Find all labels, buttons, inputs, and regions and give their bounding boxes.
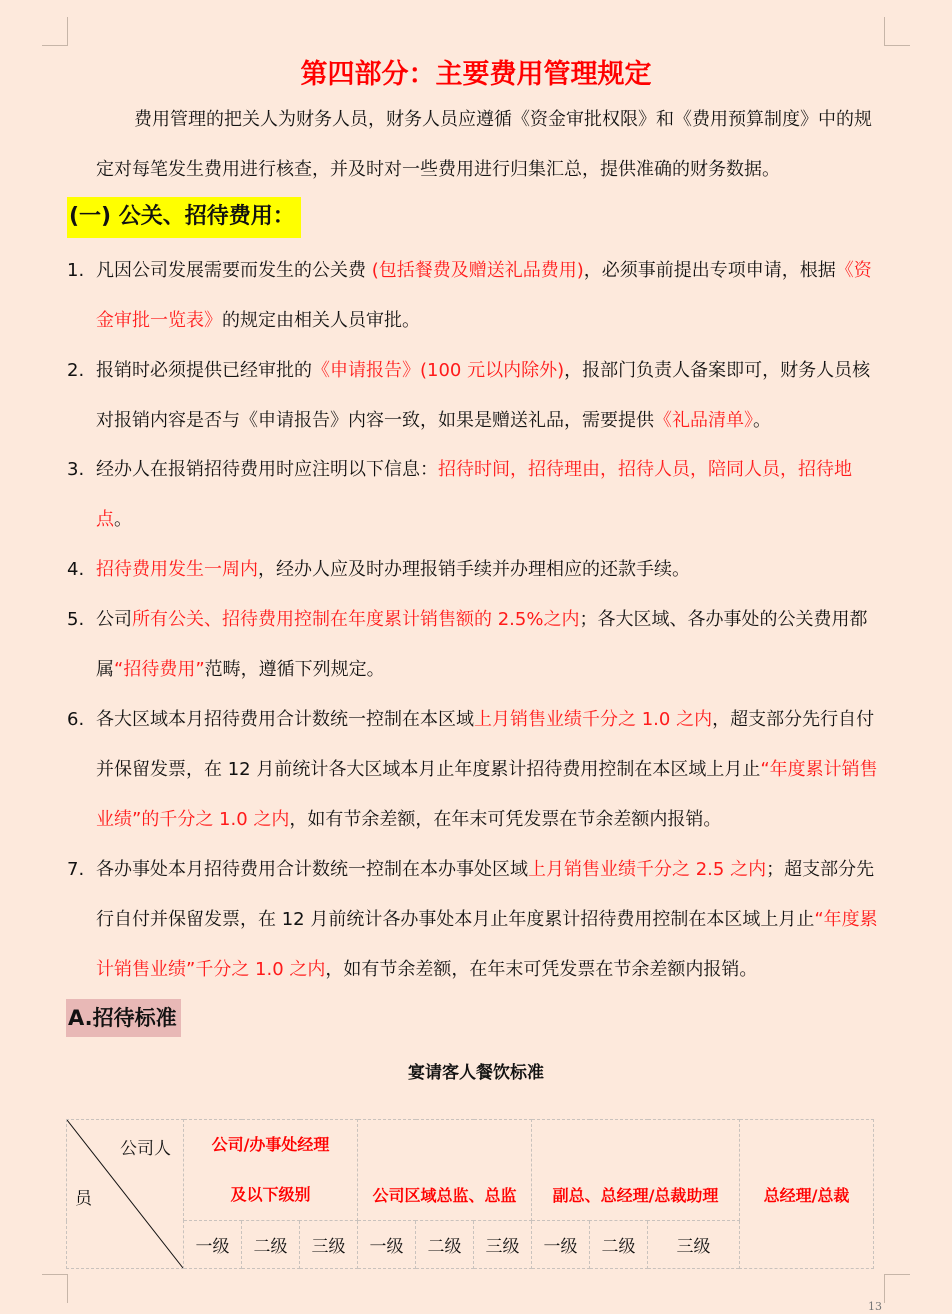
page-number: 13 — [868, 1300, 882, 1313]
intro-paragraph: 费用管理的把关人为财务人员，财务人员应遵循《资金审批权限》和《费用预算制度》中的规定对每笔发生费用进行核查，并及时对一些费用进行归集汇总，提供准确的财务数据。 — [96, 109, 872, 180]
level-cell: 三级 — [648, 1221, 740, 1269]
item-number: 1. — [67, 260, 85, 281]
level-cell: 三级 — [300, 1221, 358, 1269]
corner-label-top: 公司人 — [120, 1139, 171, 1159]
level-cell: 二级 — [242, 1221, 300, 1269]
group-header-director: 公司区域总监、总监 — [358, 1120, 532, 1221]
item-number: 3. — [67, 459, 85, 480]
group-header-ceo: 总经理/总裁 — [740, 1120, 874, 1269]
group-header-vp: 副总、总经理/总裁助理 — [532, 1120, 740, 1221]
item-number: 2. — [67, 360, 85, 381]
level-cell: 一级 — [358, 1221, 416, 1269]
level-cell: 一级 — [532, 1221, 590, 1269]
item-number: 6. — [67, 709, 85, 730]
list-item: 7. 各办事处本月招待费用合计数统一控制在本办事处区域上月销售业绩千分之 2.5 之内；超支部分先行自付并保留发票，在 12 月前统计各办事处本月止年度累计招待费用控制在本区域上月止“年度累计销售业绩”千分之 1.0 之内，如有节余差额，在年末可凭发票在节余差额内报销。 — [67, 845, 887, 995]
level-cell: 三级 — [474, 1221, 532, 1269]
level-cell: 二级 — [590, 1221, 648, 1269]
section-heading: (一) 公关、招待费用： — [67, 197, 301, 238]
group-header-manager: 公司/办事处经理 及以下级别 — [184, 1120, 358, 1221]
list-item: 5. 公司所有公关、招待费用控制在年度累计销售额的 2.5%之内；各大区域、各办事处的公关费用都属“招待费用”范畴，遵循下列规定。 — [67, 595, 887, 695]
crop-mark-top-left — [42, 17, 68, 46]
list-item: 6. 各大区域本月招待费用合计数统一控制在本区域上月销售业绩千分之 1.0 之内，超支部分先行自付并保留发票，在 12 月前统计各大区域本月止年度累计招待费用控制在本区域上月止“年度累计销售业绩”的千分之 1.0 之内，如有节余差额，在年末可凭发票在节余差额内报销。 — [67, 695, 887, 845]
item-number: 5. — [67, 609, 85, 630]
subsection-heading: A.招待标准 — [66, 999, 181, 1037]
list-item: 4. 招待费用发生一周内，经办人应及时办理报销手续并办理相应的还款手续。 — [67, 545, 887, 595]
page-title: 第四部分：主要费用管理规定 — [300, 59, 652, 90]
item-number: 7. — [67, 859, 85, 880]
dining-standard-table — [66, 1119, 874, 1269]
list-item: 1. 凡因公司发展需要而发生的公关费 (包括餐费及赠送礼品费用)，必须事前提出专项申请，根据《资金审批一览表》的规定由相关人员审批。 — [67, 246, 887, 346]
table-caption: 宴请客人餐饮标准 — [408, 1063, 544, 1083]
crop-mark-bottom-left — [42, 1274, 68, 1303]
level-cell: 一级 — [184, 1221, 242, 1269]
crop-mark-top-right — [884, 17, 910, 46]
list-item: 3. 经办人在报销招待费用时应注明以下信息：招待时间，招待理由，招待人员，陪同人员，招待地点。 — [67, 445, 887, 545]
level-cell: 二级 — [416, 1221, 474, 1269]
item-number: 4. — [67, 559, 85, 580]
diagonal-header-cell — [67, 1120, 184, 1269]
list-item: 2. 报销时必须提供已经审批的《申请报告》(100 元以内除外)，报部门负责人备案即可，财务人员核对报销内容是否与《申请报告》内容一致，如果是赠送礼品，需要提供《礼品清单》。 — [67, 346, 887, 446]
crop-mark-bottom-right — [884, 1274, 910, 1303]
corner-label-bottom: 员 — [75, 1189, 92, 1209]
